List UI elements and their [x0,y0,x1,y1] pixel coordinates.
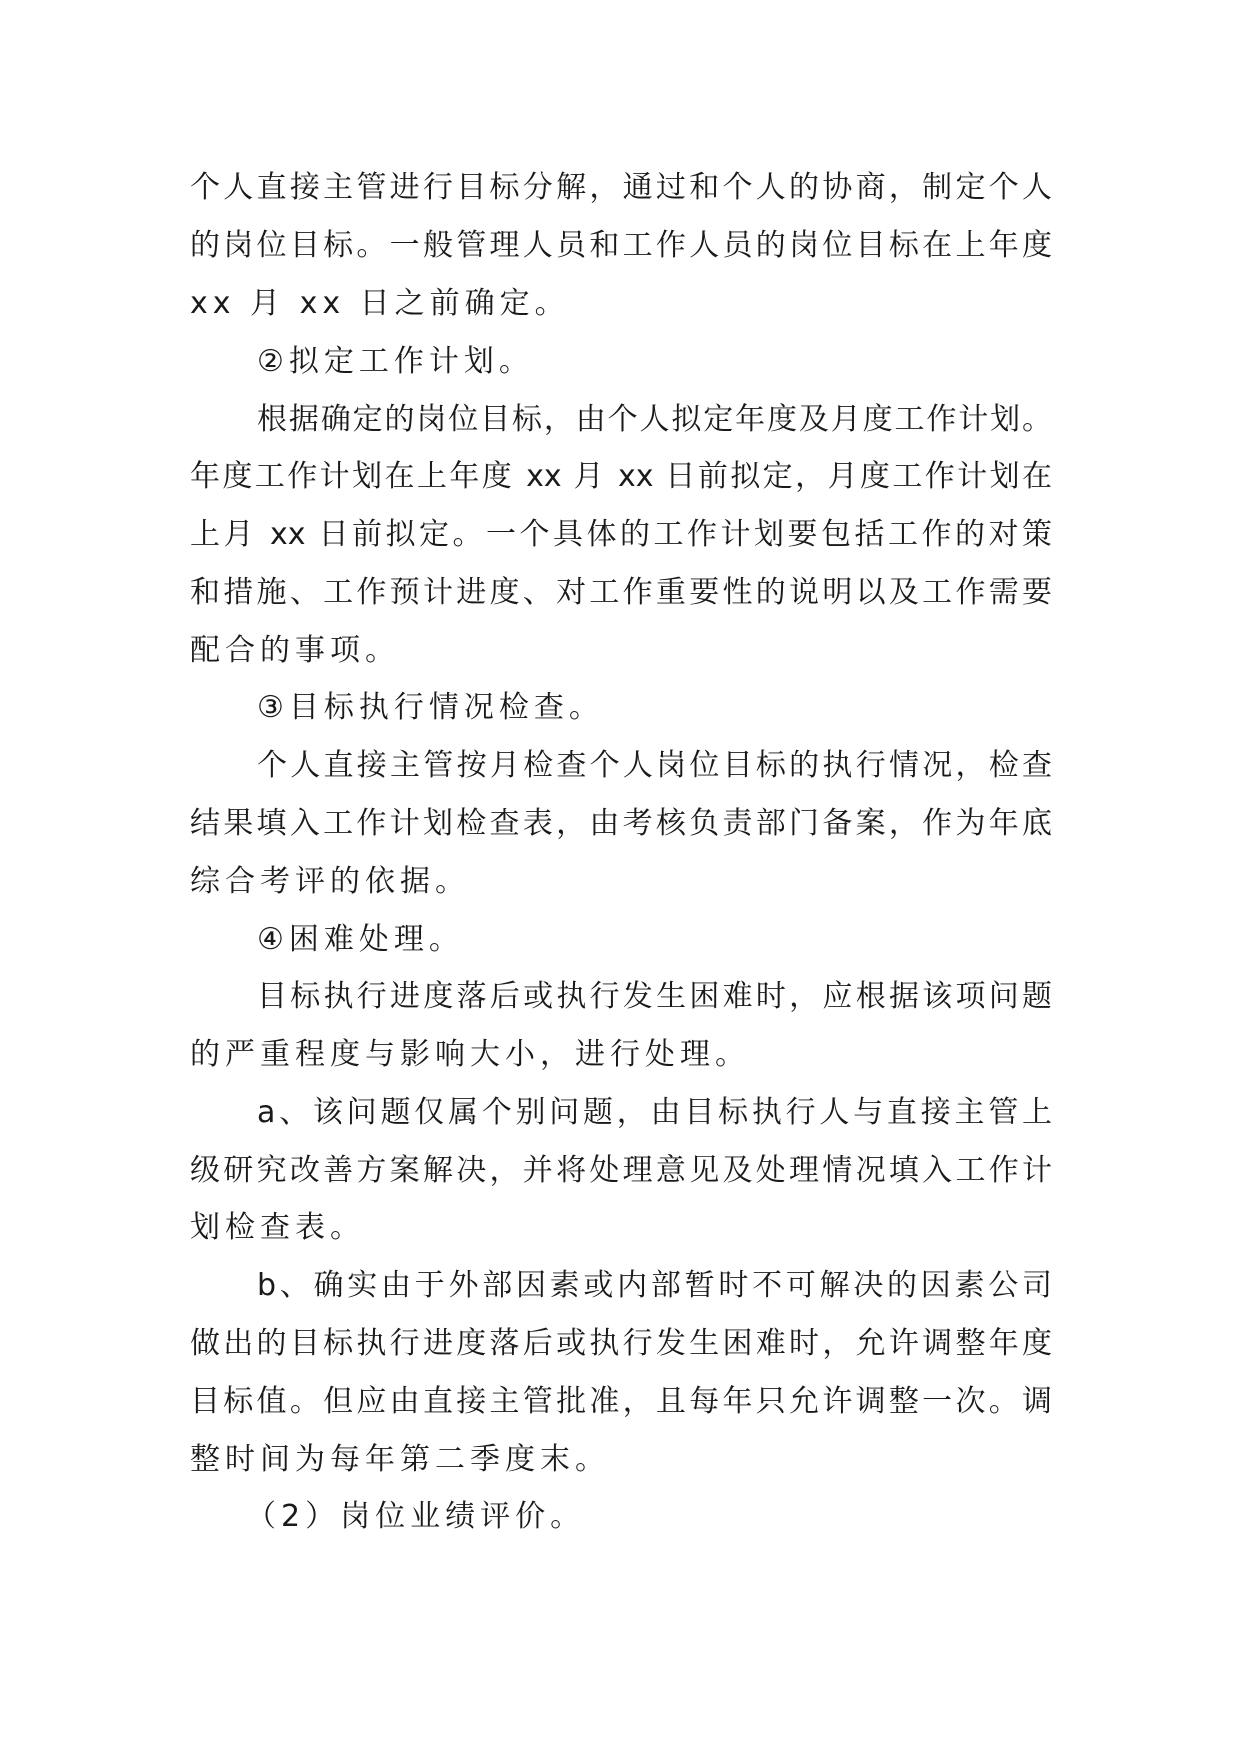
section-heading: （2）岗位业绩评价。 [246,1499,586,1534]
text-line: 个人直接主管进行目标分解，通过和个人的协商，制定个人 [190,170,1052,205]
text-line: 目标执行进度落后或执行发生困难时，应根据该项问题 [257,979,1052,1014]
text-line: 根据确定的岗位目标，由个人拟定年度及月度工作计划。 [257,402,1052,437]
text-line: 级研究改善方案解决，并将处理意见及处理情况填入工作计 [190,1153,1052,1188]
text-line: a、该问题仅属个别问题，由目标执行人与直接主管上 [257,1095,1052,1130]
text-line: 上月 xx 日前拟定。一个具体的工作计划要包括工作的对策 [190,517,1052,552]
text-line: 个人直接主管按月检查个人岗位目标的执行情况，检查 [257,748,1052,783]
text-line: b、确实由于外部因素或内部暂时不可解决的因素公司 [257,1268,1052,1303]
text-line: 划检查表。 [190,1210,365,1245]
section-heading: ②拟定工作计划。 [257,344,534,379]
text-line: 整时间为每年第二季度末。 [190,1442,610,1477]
section-heading: ③目标执行情况检查。 [257,690,604,725]
text-line: 结果填入工作计划检查表，由考核负责部门备案，作为年底 [190,806,1052,841]
section-heading: ④困难处理。 [257,922,464,957]
text-line: 配合的事项。 [190,633,400,668]
text-line: xx 月 xx 日之前确定。 [190,286,570,321]
text-line: 综合考评的依据。 [190,864,470,899]
text-line: 和措施、工作预计进度、对工作重要性的说明以及工作需要 [190,575,1052,610]
text-line: 的严重程度与影响大小，进行处理。 [190,1037,750,1072]
text-line: 年度工作计划在上年度 xx 月 xx 日前拟定，月度工作计划在 [190,459,1052,494]
text-line: 目标值。但应由直接主管批准，且每年只允许调整一次。调 [190,1384,1052,1419]
text-line: 做出的目标执行进度落后或执行发生困难时，允许调整年度 [190,1326,1052,1361]
text-line: 的岗位目标。一般管理人员和工作人员的岗位目标在上年度 [190,228,1052,263]
